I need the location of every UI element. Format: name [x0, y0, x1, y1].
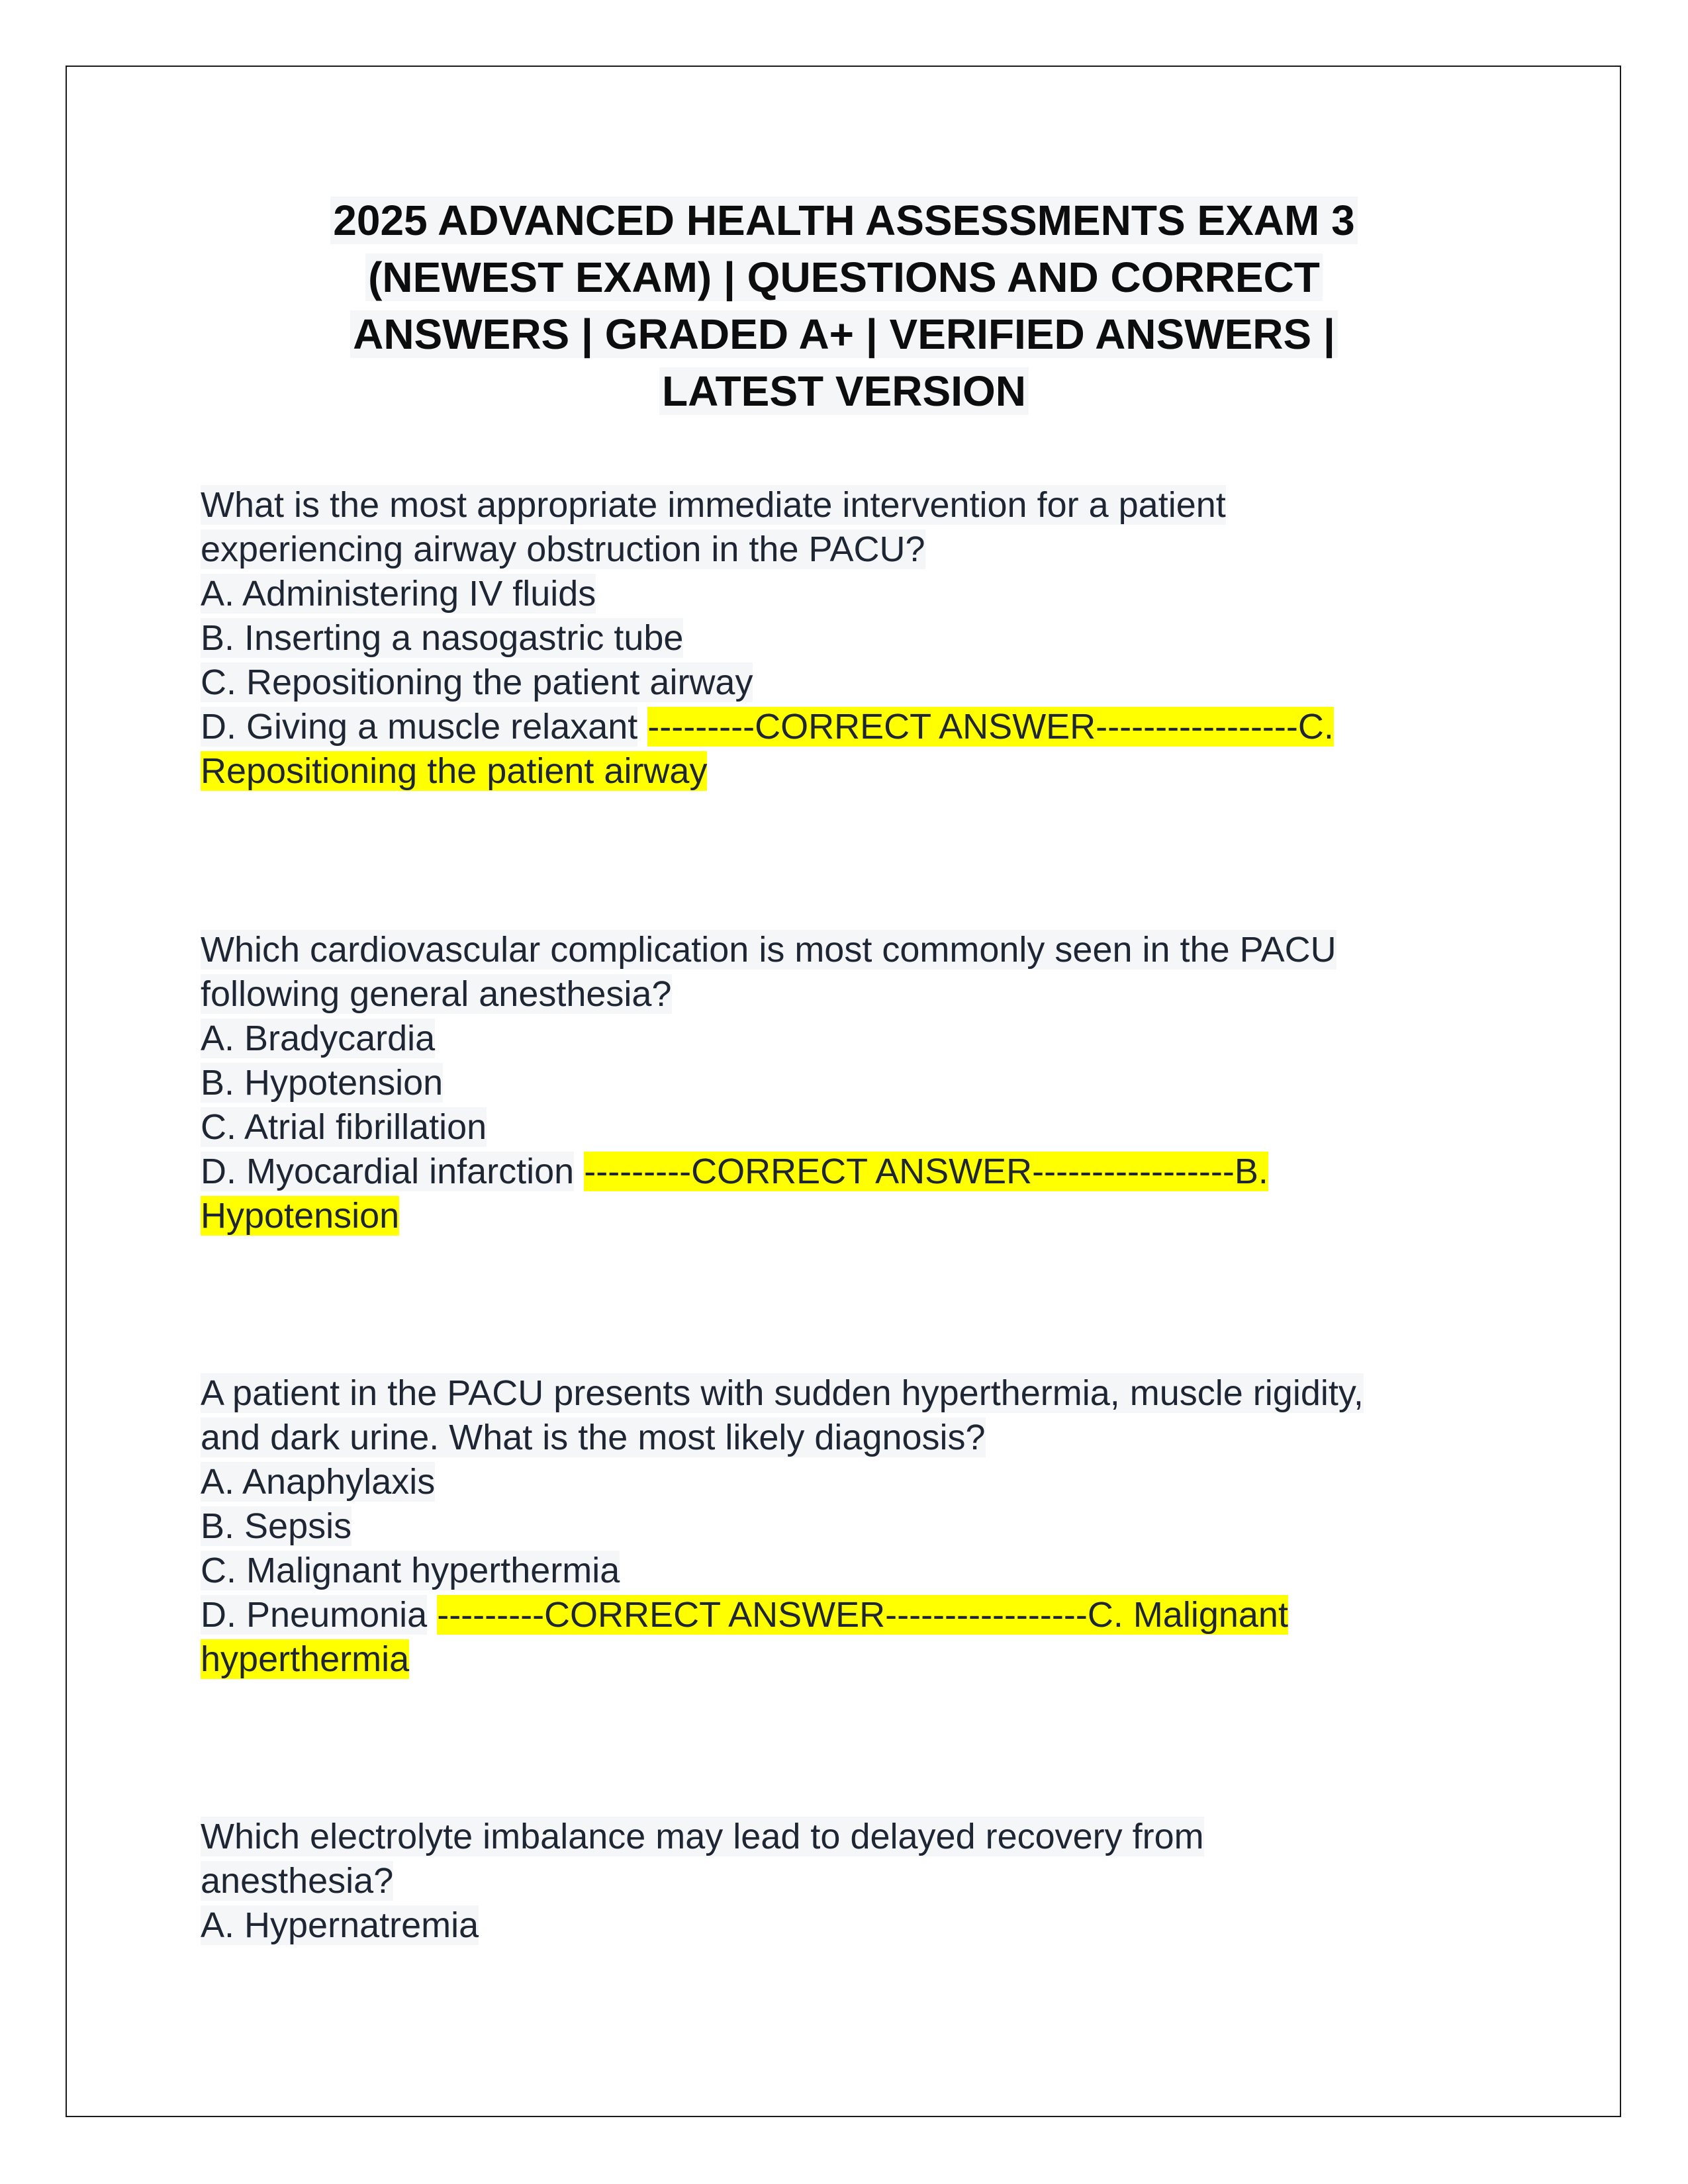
correct-answer-continued: hyperthermia [201, 1639, 410, 1679]
option-a: A. Administering IV fluids [201, 574, 596, 614]
option-d: D. Pneumonia ---------CORRECT ANSWER-----------------C. Malignant [201, 1595, 1288, 1635]
option-b: B. Hypotension [201, 1063, 444, 1103]
correct-answer-highlight: ---------CORRECT ANSWER-----------------C. Malignant [437, 1595, 1288, 1635]
question-block-2 [201, 928, 1491, 1238]
question-block-1 [201, 483, 1491, 794]
question-text-line: following general anesthesia? [201, 974, 672, 1014]
option-a: A. Anaphylaxis [201, 1462, 436, 1502]
option-a: A. Bradycardia [201, 1019, 436, 1058]
option-d: D. Giving a muscle relaxant ---------CORRECT ANSWER-----------------C. [201, 707, 1334, 747]
question-block-3 [201, 1371, 1491, 1682]
correct-answer-highlight: ---------CORRECT ANSWER-----------------C. [647, 707, 1334, 747]
title-line-4: LATEST VERSION [199, 363, 1489, 420]
option-d: D. Myocardial infarction ---------CORRECT ANSWER-----------------B. [201, 1152, 1268, 1191]
title-line-1: 2025 ADVANCED HEALTH ASSESSMENTS EXAM 3 [199, 192, 1489, 249]
question-text-line: Which electrolyte imbalance may lead to delayed recovery from [201, 1817, 1204, 1856]
option-a: A. Hypernatremia [201, 1905, 479, 1945]
question-text-line: anesthesia? [201, 1861, 394, 1901]
correct-answer-continued: Hypotension [201, 1196, 400, 1236]
option-c: C. Malignant hyperthermia [201, 1551, 620, 1590]
question-text-line: experiencing airway obstruction in the PACU? [201, 529, 925, 569]
question-text-line: A patient in the PACU presents with sudden hyperthermia, muscle rigidity, [201, 1373, 1364, 1413]
correct-answer-highlight: ---------CORRECT ANSWER-----------------B. [584, 1152, 1268, 1191]
option-b: B. Inserting a nasogastric tube [201, 618, 684, 658]
question-block-4 [201, 1815, 1491, 1948]
correct-answer-continued: Repositioning the patient airway [201, 751, 708, 791]
option-b: B. Sepsis [201, 1506, 352, 1546]
document-title [199, 192, 1489, 420]
question-text-line: What is the most appropriate immediate intervention for a patient [201, 485, 1226, 525]
option-c: C. Atrial fibrillation [201, 1107, 487, 1147]
title-line-2: (NEWEST EXAM) | QUESTIONS AND CORRECT [199, 249, 1489, 306]
question-text-line: Which cardiovascular complication is most commonly seen in the PACU [201, 930, 1336, 970]
title-line-3: ANSWERS | GRADED A+ | VERIFIED ANSWERS | [199, 306, 1489, 363]
question-text-line: and dark urine. What is the most likely diagnosis? [201, 1418, 986, 1457]
option-c: C. Repositioning the patient airway [201, 662, 753, 702]
